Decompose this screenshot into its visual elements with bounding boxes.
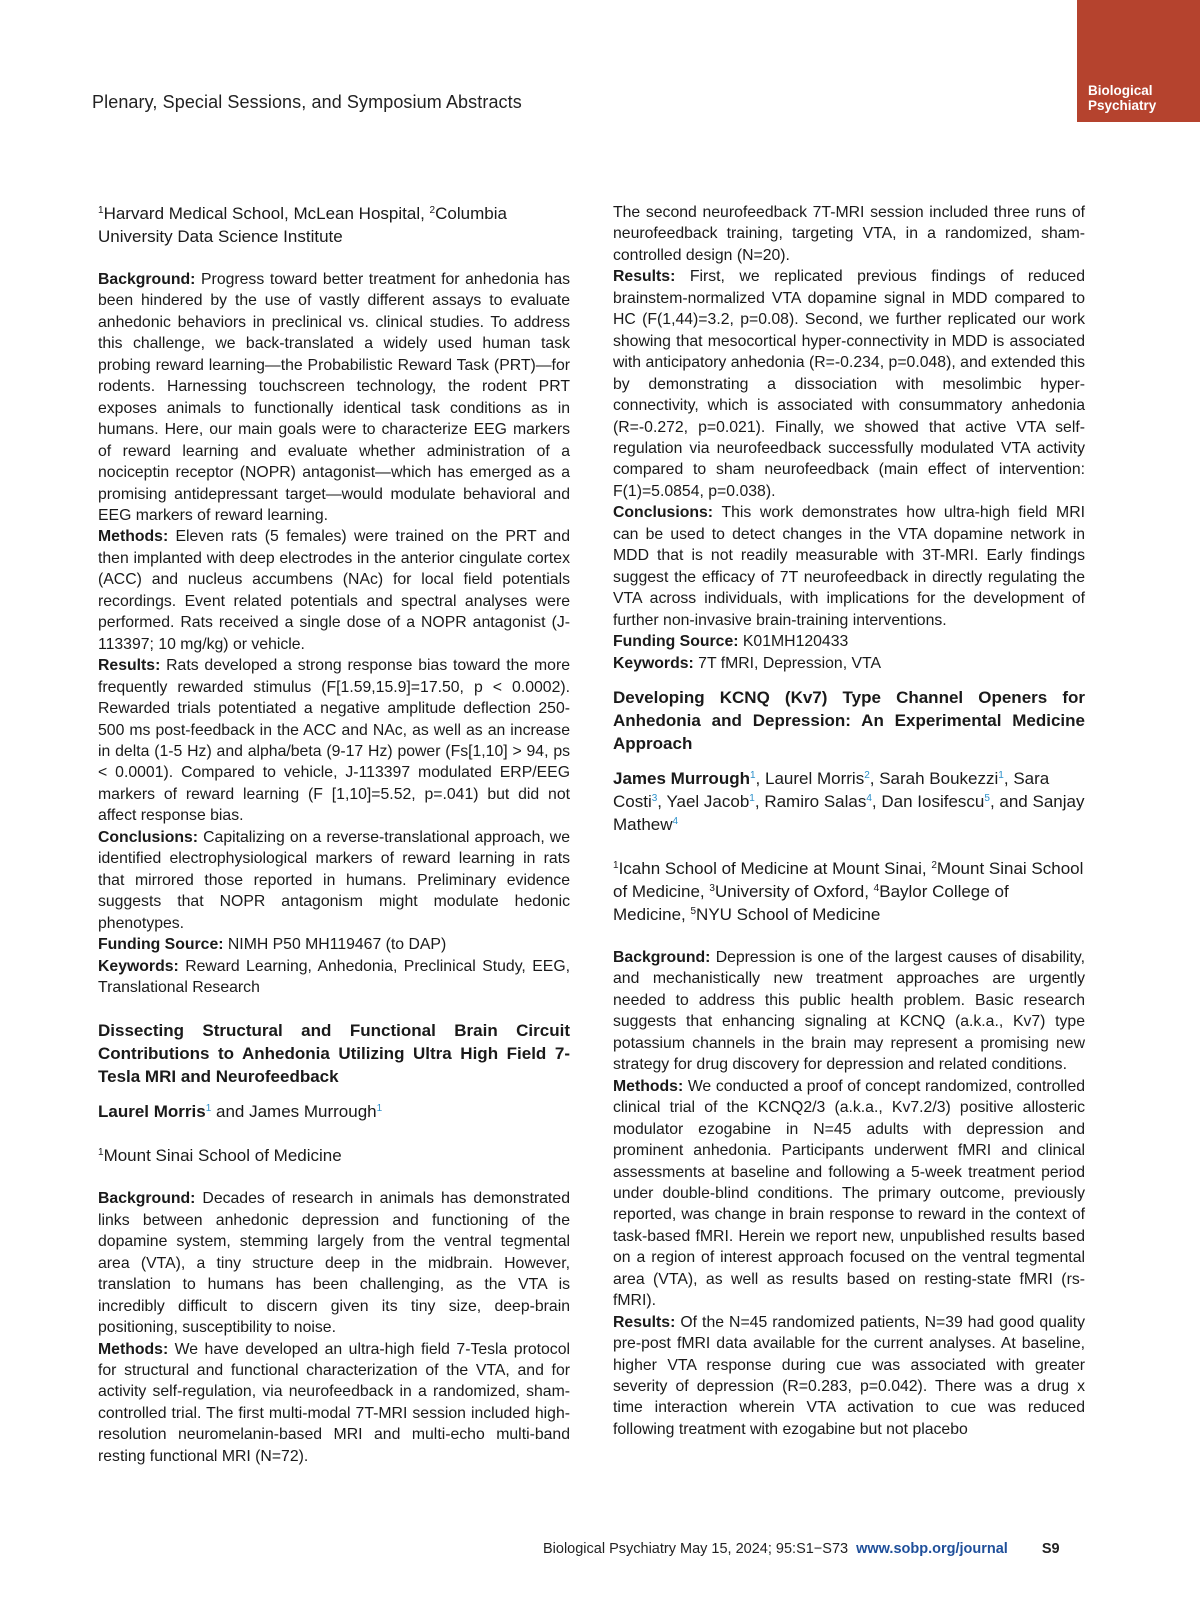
a1-keywords: Keywords: Reward Learning, Anhedonia, Preclinical Study, EEG, Translational Research [98,957,570,996]
a3-affiliations: $^1$Icahn School of Medicine at Mount Sinai, $^2$Mount Sinai School of Medicine, $^3$University of Oxford, $^4$Baylor College of Medicine, $^5$NYU School of Medicine [613,858,1084,924]
a1-results: Results: Rats developed a strong response bias toward the more frequently rewarded stimulus (F[1.59,15.9]=17.50, p < 0.0002). Rewarded trials potentiated a negative amplitude deflection 250-500 ms post-feedback in the ACC and NAc, as well as an increase in delta (1-5 Hz) and alpha/beta (9-17 Hz) power (Fs[1,10] > 94, ps < 0.0001). Compared to vehicle, J-113397 modulated ERP/EEG markers of reward learning (F [1,10]=5.52, p=.041) but did not affect response bias. [98,657,571,825]
a2-keywords: Keywords: 7T fMRI, Depression, VTA [613,654,882,672]
a3-authors: James Murrough$^1$, Laurel Morris$^2$, Sarah Boukezzi$^1$, Sara Costi$^3$, Yael Jacob$^1$, Ramiro Salas$^4$, Dan Iosifescu$^5$, and Sanjay Mathew$^4$ [613,768,1085,834]
journal-name-line-2: Psychiatry [1088,98,1157,113]
a3-background: Background: Depression is one of the largest causes of disability, and mechanistically new treatment approaches are urgently needed to address this public health problem. Basic research suggests that enhancing signaling at KCNQ (a.k.a., Kv7) type potassium channels in the brain may represent a promising new strategy for drug discovery for depression and related conditions. [613,948,1085,1074]
footer-citation: Biological Psychiatry May 15, 2024; 95:S1−S73 [543,1541,849,1557]
a2-methods: Methods: We have developed an ultra-high field 7-Tesla protocol for structural and functional characterization of the VTA, and for activity self-regulation, via neurofeedback in a randomized, sham-controlled trial. The first multi-modal 7T-MRI session included high-resolution neuromelanin-based MRI and multi-echo multi-band resting functional MRI (N=72). [98,1340,570,1465]
journal-name-line-1: Biological [1088,83,1153,98]
journal-logo-tab [1077,0,1200,122]
a3-results: Results: Of the N=45 randomized patients, N=39 had good quality pre-post fMRI data available for the current analyses. At baseline, higher VTA response during cue was associated with greater severity of depression (R=0.283, p=0.042). There was a drug x time interaction wherein VTA activation to cue was reduced following treatment with ezogabine but not placebo [613,1313,1086,1438]
a2-results: Results: First, we replicated previous findings of reduced brainstem-normalized VTA dopamine signal in MDD compared to HC (F(1,44)=3.2, p=0.08). Second, we further replicated our work showing that mesocortical hyper-connectivity in MDD is associated with anticipatory anhedonia (R=-0.234, p=0.048), and extended this by demonstrating a dissociation with mesolimbic hyper-connectivity, which is associated with consummatory anhedonia (R=-0.272, p=0.021). Finally, we showed that active VTA self-regulation via neurofeedback successfully modulated VTA activity compared to sham neurofeedback (main effect of intervention: F(1)=5.0854, p=0.038). [613,268,1085,500]
a3-methods: Methods: We conducted a proof of concept randomized, controlled clinical trial of the KCNQ2/3 (a.k.a., Kv7.2/3) positive allosteric modulator ezogabine in N=45 adults with depression and prominent anhedonia. Participants underwent fMRI and clinical assessments at baseline and following a 5-week treatment period under double-blind conditions. The primary outcome, previously reported, was change in brain response to reward in the context of task-based fMRI. Herein we report new, unpublished results based on a region of interest approach focused on the ventral tegmental area (VTA), as well as results based on resting-state fMRI (rs-fMRI). [613,1077,1086,1310]
running-head: Plenary, Special Sessions, and Symposium Abstracts [92,92,522,112]
a2-title: Dissecting Structural and Functional Brain Circuit Contributions to Anhedonia Utilizing Ultra High Field 7-Tesla MRI and Neurofeedback [98,1021,570,1087]
left-column [98,202,570,1467]
a2-authors: Laurel Morris$^1$ and James Murrough$^1$ [98,1102,383,1122]
a1-methods: Methods: Eleven rats (5 females) were trained on the PRT and then implanted with deep electrodes in the anterior cingulate cortex (ACC) and nucleus accumbens (NAc) for local field potentials recordings. Event related potentials and spectral analyses were performed. Rats received a single dose of a NOPR antagonist (J-113397; 10 mg/kg) or vehicle. [98,528,571,653]
a2-methods-continued: The second neurofeedback 7T-MRI session included three runs of neurofeedback training, targeting VTA, in a randomized, sham-controlled design (N=20). [613,204,1085,264]
page-footer [543,1541,1060,1557]
a2-funding: Funding Source: K01MH120433 [613,633,849,651]
a2-affiliations: $^1$Mount Sinai School of Medicine [98,1146,342,1166]
a1-conclusions: Conclusions: Capitalizing on a reverse-translational approach, we identified electrophysiological markers of reward learning in rats that mirrored those reported in humans. Preliminary evidence suggests that NOPR antagonism might modulate hedonic phenotypes. [98,828,571,932]
affiliations-1: $^1$Harvard Medical School, McLean Hospital, $^2$Columbia University Data Science Institute [98,204,507,246]
a1-funding: Funding Source: NIMH P50 MH119467 (to DAP) [98,936,447,954]
a2-conclusions: Conclusions: This work demonstrates how ultra-high field MRI can be used to detect changes in the VTA dopamine network in MDD that is not readily measurable with 3T-MRI. Early findings suggest the efficacy of 7T neurofeedback in directly regulating the VTA across individuals, with implications for the development of further non-invasive brain-training interventions. [613,504,1085,629]
a1-background: Background: Progress toward better treatment for anhedonia has been hindered by the use of vastly different assays to evaluate anhedonic behaviors in preclinical vs. clinical studies. To address this challenge, we back-translated a widely used human task probing reward learning—the Probabilistic Reward Task (PRT)—for rodents. Harnessing touchscreen technology, the rodent PRT exposes animals to functionally identical task conditions as in humans. Here, our main goals were to characterize EEG markers of reward learning and evaluate whether administration of a nociceptin receptor (NOPR) antagonist—which has emerged as a promising antidepressant target—would modulate behavioral and EEG markers of reward learning. [98,271,570,524]
right-column [613,202,1085,1440]
a3-title: Developing KCNQ (Kv7) Type Channel Openers for Anhedonia and Depression: An Experimental Medicine Approach [613,687,1085,753]
journal-link[interactable]: www.sobp.org/journal [856,1541,1008,1557]
a2-background: Background: Decades of research in animals has demonstrated links between anhedonic depression and functioning of the dopamine system, stemming largely from the ventral tegmental area (VTA), a tiny structure deep in the midbrain. However, translation to humans has been challenging, as the VTA is incredibly difficult to discern given its tiny size, deep-brain positioning, susceptibility to noise. [98,1190,571,1337]
page-number: S9 [1041,1541,1060,1557]
